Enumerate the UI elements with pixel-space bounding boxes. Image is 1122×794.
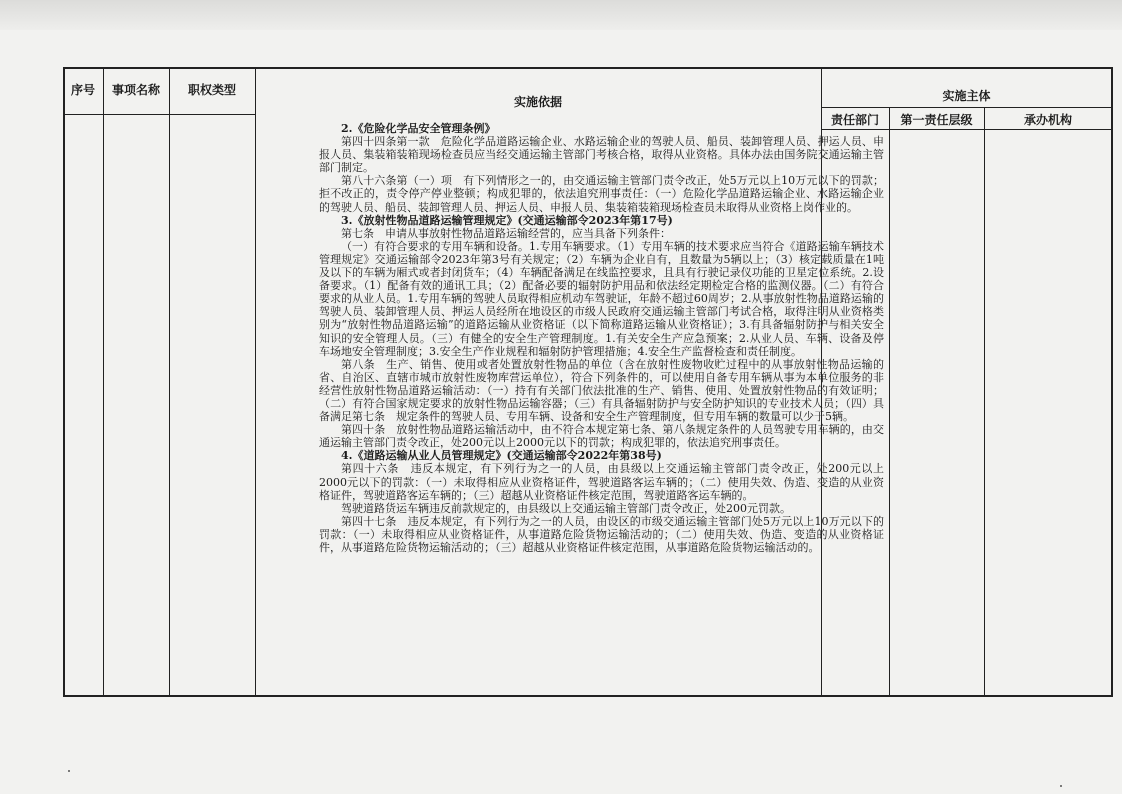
scan-speck <box>1060 785 1062 787</box>
basis-heading: 3.《放射性物品道路运输管理规定》(交通运输部令2023年第17号) <box>341 213 673 227</box>
table-bottom-border <box>63 695 1113 697</box>
header-item-name: 事项名称 <box>111 83 160 97</box>
header-dept: 责任部门 <box>830 113 879 127</box>
basis-heading: 2.《危险化学品安全管理条例》 <box>341 122 496 135</box>
basis-paragraph: 第四十条 放射性物品道路运输活动中，由不符合本规定第七条、第八条规定条件的人员驾驶专用车辆的，由交通运输主管部门责令改正，处200元以上2000元以下的罚款；构成犯罪的，依法追究刑事责任。 <box>319 423 884 450</box>
scan-speck <box>68 770 70 772</box>
col-rule-1 <box>103 67 104 697</box>
col-rule-6 <box>984 107 985 697</box>
header-power-type: 职权类型 <box>187 83 236 97</box>
table-top-border <box>63 67 1113 69</box>
basis-paragraph: 第四十四条第一款 危险化学品道路运输企业、水路运输企业的驾驶人员、船员、装卸管理人员、押运人员、申报人员、集装箱装箱现场检查员应当经交通运输主管部门考核合格，取得从业资格。具体办法由国务院交通运输主管部门制定。 <box>319 135 884 175</box>
basis-paragraph: 第四十六条 违反本规定，有下列行为之一的人员，由县级以上交通运输主管部门责令改正，处200元以上2000元以下的罚款：（一）未取得相应从业资格证件，驾驶道路客运车辆的；（二）使用失效、伪造、变造的从业资格证件，驾驶道路客运车辆的；（三）超越从业资格证件核定范围，驾驶道路客运车辆的。 <box>319 462 884 502</box>
header-level: 第一责任层级 <box>900 113 973 127</box>
table-left-border <box>63 67 65 697</box>
basis-paragraph: 第八条 生产、销售、使用或者处置放射性物品的单位（含在放射性废物收贮过程中的从事放射性物品运输的省、自治区、直辖市城市放射性废物库营运单位），符合下列条件的，可以使用自备专用车辆从事为本单位服务的非经营性放射性物品道路运输活动：（一）持有有关部门依法批准的生产、销售、使用、处置放射性物品的有效证明；（二）有符合国家规定要求的放射性物品运输容器；（三）有具备辐射防护与安全防护知识的专业技术人员；（四）具备满足第七条 规定条件的驾驶人员、专用车辆、设备和安全生产管理制度，但专用车辆的数量可以少于5辆。 <box>319 357 884 424</box>
col-rule-2 <box>169 67 170 697</box>
table-right-border <box>1111 67 1113 697</box>
header-subject: 实施主体 <box>942 89 991 103</box>
subject-mid-rule <box>821 107 1113 108</box>
scan-top-band <box>0 0 1122 30</box>
basis-paragraph: 第七条 申请从事放射性物品道路运输经营的，应当具备下列条件： <box>341 226 671 240</box>
basis-paragraph: 第四十七条 违反本规定，有下列行为之一的人员，由设区的市级交通运输主管部门处5万元以上10万元以下的罚款：（一）未取得相应从业资格证件，从事道路危险货物运输活动的；（二）使用失效、伪造、变造的从业资格证件，从事道路危险货物运输活动的；（三）超越从业资格证件核定范围，从事道路危险货物运输活动的。 <box>319 514 884 554</box>
header-agency: 承办机构 <box>1023 113 1072 127</box>
col-rule-3 <box>255 67 256 697</box>
header-basis: 实施依据 <box>513 95 562 109</box>
authority-table <box>63 67 1113 697</box>
basis-paragraph: 驾驶道路货运车辆违反前款规定的，由县级以上交通运输主管部门责令改正，处200元罚款。 <box>341 501 791 515</box>
basis-paragraph: （一）有符合要求的专用车辆和设备。1.专用车辆要求。（1）专用车辆的技术要求应当符合《道路运输车辆技术管理规定》交通运输部令2023年第3号有关规定；（2）车辆为企业自有，且数量为5辆以上；（3）核定载质量在1吨及以下的车辆为厢式或者封闭货车；（4）车辆配备满足在线监控要求，且具有行驶记录仪功能的卫星定位系统。2.设备要求。（1）配备有效的通讯工具；（2）配备必要的辐射防护用品和依法经定期检定合格的监测仪器。（二）有符合要求的从业人员。1.专用车辆的驾驶人员取得相应机动车驾驶证，年龄不超过60周岁；2.从事放射性物品道路运输的驾驶人员、装卸管理人员、押运人员经所在地设区的市级人民政府交通运输主管部门考试合格，取得注明从业资格类别为“放射性物品道路运输”的道路运输从业资格证（以下简称道路运输从业资格证）；3.有具备辐射防护与相关安全知识的安全管理人员。（三）有健全的安全生产管理制度。1.有关安全生产应急预案；2.从业人员、车辆、设备及停车场地安全管理制度；3.安全生产作业规程和辐射防护管理措施；4.安全生产监督检查和责任制度。 <box>319 239 884 358</box>
header-seq: 序号 <box>70 83 95 97</box>
col-rule-5 <box>889 107 890 697</box>
basis-text <box>319 122 884 554</box>
header-bottom-rule-left <box>63 114 256 115</box>
basis-paragraph: 第八十六条第（一）项 有下列情形之一的，由交通运输主管部门责令改正，处5万元以上10万元以下的罚款；拒不改正的，责令停产停业整顿；构成犯罪的，依法追究刑事责任：（一）危险化学品道路运输企业、水路运输企业的驾驶人员、船员、装卸管理人员、押运人员、申报人员、集装箱装箱现场检查员未取得从业资格上岗作业的。 <box>319 174 884 214</box>
basis-heading: 4.《道路运输从业人员管理规定》(交通运输部令2022年第38号) <box>341 449 662 463</box>
